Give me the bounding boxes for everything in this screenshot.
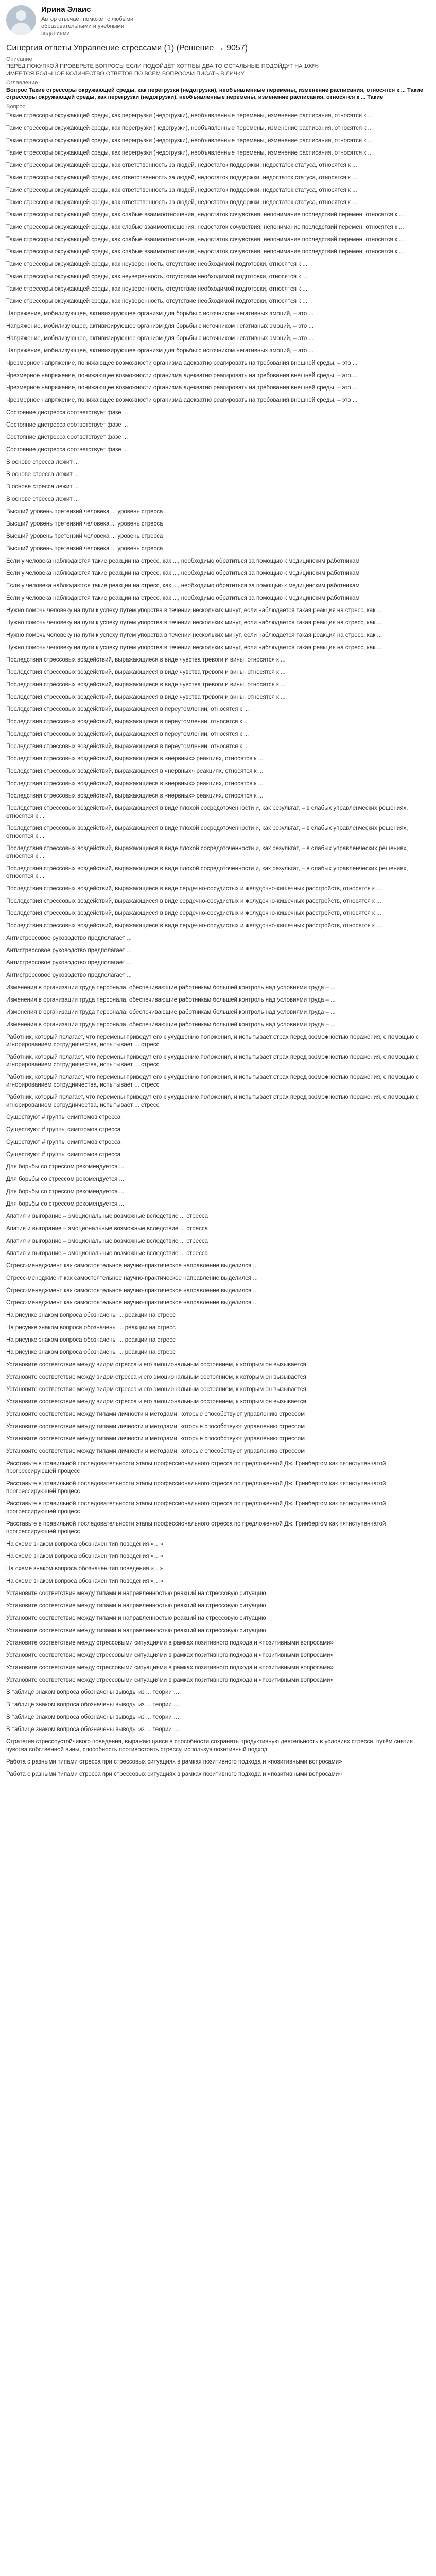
question-item: Изменения в организации труда персонала, обеспечивающие работникам большей контроль над условиями труда – ... <box>6 1022 336 1028</box>
question-item: На схеме знаком вопроса обозначен тип поведения «…» <box>6 1578 163 1584</box>
question-item: Высший уровень претензий человека ... уровень стресса <box>6 546 163 552</box>
question-item: Последствия стрессовых воздействий, выражающиеся в виде чувства тревоги и вины, относятся к ... <box>6 682 286 688</box>
question-item: На рисунке знаком вопроса обозначены ... реакции на стресс <box>6 1312 176 1318</box>
notice-line-2: ИМЕЕТСЯ БОЛЬШОЕ КОЛИЧЕСТВО ОТВЕТОВ ПО ВСЕМ ВОПРОСАМ ПИСАТЬ В ЛИЧКУ <box>6 71 245 77</box>
question-item: В основе стресса лежит ... <box>6 459 79 465</box>
author-name[interactable]: Ирина Элаис <box>41 5 91 14</box>
question-item: Установите соответствие между стрессовыми ситуациями в рамках позитивного подхода и «позитивными вопросами» <box>6 1652 334 1658</box>
question-item: Установите соответствие между стрессовыми ситуациями в рамках позитивного подхода и «позитивными вопросами» <box>6 1677 334 1683</box>
question-item: Чрезмерное напряжение, понижающее возможности организма адекватно реагировать на требования внешней среды, – это ... <box>6 397 358 403</box>
author-description: Автор отвечает поможет с любыми образовательными и учебными заданиями <box>41 16 134 37</box>
question-item: В таблице знаком вопроса обозначены выводы из ... теории … <box>6 1702 180 1708</box>
author-header <box>6 5 430 37</box>
question-item: Состояние дистресса соответствует фазе ... <box>6 410 128 416</box>
avatar[interactable] <box>6 5 36 35</box>
question-item: Существуют # группы симптомов стресса <box>6 1114 121 1121</box>
question-item: В основе стресса лежит ... <box>6 496 79 502</box>
question-item: Состояние дистресса соответствует фазе ... <box>6 422 128 428</box>
question-item: Если у человека наблюдаются такие реакции на стресс, как ..., необходимо обратиться за помощью к медицинским работникам <box>6 570 360 577</box>
question-item: Для борьбы со стрессом рекомендуется ... <box>6 1176 124 1182</box>
question-item: Расставьте в правильной последовательности этапы профессионального стресса по предложенной Дж. Гринбергом как пятиступенчатой прогрессирующей процесс <box>6 1501 386 1515</box>
question-item: Установите соответствие между типами личности и методами, которые способствуют управлению стрессом <box>6 1411 305 1417</box>
question-item: Работа с разными типами стресса при стрессовых ситуациях в рамках позитивного подхода и «позитивными вопросами» <box>6 1771 342 1777</box>
question-item: Антистрессовое руководство предполагает ... <box>6 935 132 941</box>
question-item: Последствия стрессовых воздействий, выражающиеся в «нервных» реакциях, относятся к ... <box>6 756 264 762</box>
question-item: Такие стрессоры окружающей среды, как слабые взаимоотношения, недостаток сочувствия, непонимание последствий перемен, относятся к ... <box>6 212 404 218</box>
toc-label: Оглавление <box>6 80 38 86</box>
question-item: На схеме знаком вопроса обозначен тип поведения «…» <box>6 1566 163 1572</box>
question-item: Такие стрессоры окружающей среды, как неуверенность, отсутствие необходимой подготовки, относятся к ... <box>6 261 308 267</box>
question-item: Такие стрессоры окружающей среды, как перегрузки (недогрузки), необъявленные перемены, изменение расписания, относятся к ... <box>6 125 373 131</box>
question-item: Установите соответствие между типами личности и методами, которые способствуют управлению стрессом <box>6 1423 305 1430</box>
question-item: Напряжение, мобилизующее, активизирующее организм для борьбы с источником негативных эмоций, – это ... <box>6 311 314 317</box>
question-item: Работа с разными типами стресса при стрессовых ситуациях в рамках позитивного подхода и «позитивными вопросами» <box>6 1759 342 1765</box>
question-item: Последствия стрессовых воздействий, выражающиеся в виде плохой сосредоточенности и, как результат, – в слабых управленческих решениях, относятся к ... <box>6 825 408 839</box>
question-item: Работник, который полагает, что перемены приведут его к ухудшению положения, и испытывает страх перед возможностью поражения, с помощью с игнорированием сотрудничества, испытывает ... стресс <box>6 1094 419 1108</box>
question-item: Установите соответствие между видом стресса и его эмоциональным состоянием, к которым он вызывается <box>6 1399 306 1405</box>
question-item: В таблице знаком вопроса обозначены выводы из ... теории … <box>6 1714 180 1720</box>
question-item: В таблице знаком вопроса обозначены выводы из ... теории … <box>6 1726 180 1733</box>
question-item: Нужно помочь человеку на пути к успеху путем упорства в течении нескольких минут, если наблюдается такая реакция на стресс, как ... <box>6 620 382 626</box>
question-item: Апатия и выгорание – эмоциональные возможные вследствие ... стресса <box>6 1226 208 1232</box>
question-item: Высший уровень претензий человека ... уровень стресса <box>6 521 163 527</box>
question-item: В таблице знаком вопроса обозначены выводы из ... теории … <box>6 1689 180 1696</box>
question-item: Последствия стрессовых воздействий, выражающиеся в виде сердечно-сосудистых и желудочно-кишечных расстройств, относятся к ... <box>6 910 381 917</box>
question-item: Если у человека наблюдаются такие реакции на стресс, как ..., необходимо обратиться за помощью к медицинским работникам <box>6 583 360 589</box>
question-item: Последствия стрессовых воздействий, выражающиеся в виде чувства тревоги и вины, относятся к ... <box>6 694 286 700</box>
question-item: Последствия стрессовых воздействий, выражающиеся в переутомлении, относятся к ... <box>6 706 249 713</box>
question-item: Расставьте в правильной последовательности этапы профессионального стресса по предложенной Дж. Гринбергом как пятиступенчатой прогрессирующей процесс <box>6 1481 386 1495</box>
question-item: Установите соответствие между видом стресса и его эмоциональным состоянием, к которым он вызывается <box>6 1386 306 1393</box>
question-item: Апатия и выгорание – эмоциональные возможные вследствие ... стресса <box>6 1250 208 1257</box>
question-item: Последствия стрессовых воздействий, выражающиеся в переутомлении, относятся к ... <box>6 731 249 737</box>
question-item: Высший уровень претензий человека ... уровень стресса <box>6 533 163 539</box>
question-item: Такие стрессоры окружающей среды, как ответственность за людей, недостаток поддержки, недостаток статуса, относятся к ... <box>6 162 357 168</box>
question-item: Последствия стрессовых воздействий, выражающиеся в виде плохой сосредоточенности и, как результат, – в слабых управленческих решениях, относятся к ... <box>6 805 408 819</box>
question-item: В основе стресса лежит ... <box>6 471 79 478</box>
question-item: Расставьте в правильной последовательности этапы профессионального стресса по предложенной Дж. Гринбергом как пятиступенчатой прогрессирующей процесс <box>6 1461 386 1475</box>
question-item: Такие стрессоры окружающей среды, как неуверенность, отсутствие необходимой подготовки, относятся к ... <box>6 298 308 304</box>
question-item: Последствия стрессовых воздействий, выражающиеся в «нервных» реакциях, относятся к ... <box>6 768 264 774</box>
question-item: Нужно помочь человеку на пути к успеху путем упорства в течении нескольких минут, если наблюдается такая реакция на стресс, как ... <box>6 632 382 638</box>
question-item: Антистрессовое руководство предполагает ... <box>6 960 132 966</box>
question-item: Чрезмерное напряжение, понижающее возможности организма адекватно реагировать на требования внешней среды, – это ... <box>6 372 358 379</box>
question-item: Установите соответствие между типами и направленностью реакций на стрессовую ситуацию <box>6 1603 266 1609</box>
question-item: Стресс-менеджмент как самостоятельное научно-практическое направление выделился ... <box>6 1287 258 1294</box>
question-item: Такие стрессоры окружающей среды, как ответственность за людей, недостаток поддержки, недостаток статуса, относятся к ... <box>6 187 357 193</box>
question-item: Установите соответствие между типами и направленностью реакций на стрессовую ситуацию <box>6 1590 266 1597</box>
question-item: Апатия и выгорание – эмоциональные возможные вследствие ... стресса <box>6 1213 208 1219</box>
question-item: Установите соответствие между типами и направленностью реакций на стрессовую ситуацию <box>6 1628 266 1634</box>
question-item: Если у человека наблюдаются такие реакции на стресс, как ..., необходимо обратиться за помощью к медицинским работникам <box>6 595 360 601</box>
question-item: Существуют # группы симптомов стресса <box>6 1139 121 1145</box>
question-item: Стресс-менеджмент как самостоятельное научно-практическое направление выделился ... <box>6 1300 258 1306</box>
description-label: Описание <box>6 56 32 62</box>
question-item: Напряжение, мобилизующее, активизирующее организм для борьбы с источником негативных эмоций, – это ... <box>6 348 314 354</box>
question-item: Состояние дистресса соответствует фазе ... <box>6 434 128 440</box>
question-item: Последствия стрессовых воздействий, выражающиеся в виде плохой сосредоточенности и, как результат, – в слабых управленческих решениях, относятся к ... <box>6 845 408 859</box>
question-item: Антистрессовое руководство предполагает ... <box>6 947 132 954</box>
question-item: Последствия стрессовых воздействий, выражающиеся в виде плохой сосредоточенности и, как результат, – в слабых управленческих решениях, относятся к ... <box>6 866 408 879</box>
question-item: Работник, который полагает, что перемены приведут его к ухудшению положения, и испытывает страх перед возможностью поражения, с помощью с игнорированием сотрудничества, испытывает ... стресс <box>6 1034 419 1048</box>
question-item: Состояние дистресса соответствует фазе ... <box>6 447 128 453</box>
toc-question: Вопрос Такие стрессоры окружающей среды, как перегрузки (недогрузки), необъявленные перемены, изменение расписания, относятся к ... Такие стрессоры окружающей среды, как перегрузки (недогрузки), необъявленные перемены, изменение расписания, относятся к ... Такие <box>6 87 423 100</box>
question-item: Установите соответствие между типами личности и методами, которые способствуют управлению стрессом <box>6 1436 305 1442</box>
question-item: Такие стрессоры окружающей среды, как ответственность за людей, недостаток поддержки, недостаток статуса, относятся к ... <box>6 199 357 206</box>
question-item: Последствия стрессовых воздействий, выражающиеся в «нервных» реакциях, относятся к ... <box>6 781 264 787</box>
question-item: Антистрессовое руководство предполагает ... <box>6 972 132 978</box>
question-item: Изменения в организации труда персонала, обеспечивающие работникам большей контроль над условиями труда – ... <box>6 1009 336 1015</box>
question-item: Такие стрессоры окружающей среды, как слабые взаимоотношения, недостаток сочувствия, непонимание последствий перемен, относятся к ... <box>6 224 404 230</box>
question-item: Изменения в организации труда персонала, обеспечивающие работникам большей контроль над условиями труда – ... <box>6 985 336 991</box>
question-item: Установите соответствие между типами личности и методами, которые способствуют управлению стрессом <box>6 1448 305 1454</box>
question-item: Напряжение, мобилизующее, активизирующее организм для борьбы с источником негативных эмоций, – это ... <box>6 335 314 342</box>
question-item: Последствия стрессовых воздействий, выражающиеся в переутомлении, относятся к ... <box>6 719 249 725</box>
question-item: Последствия стрессовых воздействий, выражающиеся в виде сердечно-сосудистых и желудочно-кишечных расстройств, относятся к ... <box>6 898 381 904</box>
question-item: Для борьбы со стрессом рекомендуется ... <box>6 1189 124 1195</box>
question-item: Работник, который полагает, что перемены приведут его к ухудшению положения, и испытывает страх перед возможностью поражения, с помощью с игнорированием сотрудничества, испытывает ... стресс <box>6 1054 419 1068</box>
question-item: Для борьбы со стрессом рекомендуется ... <box>6 1201 124 1207</box>
question-item: Чрезмерное напряжение, понижающее возможности организма адекватно реагировать на требования внешней среды, – это ... <box>6 385 358 391</box>
question-item: Такие стрессоры окружающей среды, как слабые взаимоотношения, недостаток сочувствия, непонимание последствий перемен, относятся к ... <box>6 236 404 243</box>
question-item: Установите соответствие между типами и направленностью реакций на стрессовую ситуацию <box>6 1615 266 1621</box>
question-item: Последствия стрессовых воздействий, выражающиеся в виде чувства тревоги и вины, относятся к ... <box>6 669 286 675</box>
question-item: На рисунке знаком вопроса обозначены ... реакции на стресс <box>6 1325 176 1331</box>
notice-line-1: ПЕРЕД ПОКУПКОЙ ПРОВЕРЬТЕ ВОПРОСЫ ЕСЛИ ПОДОЙДЁТ ХОТЯБЫ ДВА ТО ОСТАЛЬНЫЕ ПОДОЙДУТ НА 100% <box>6 63 319 70</box>
question-item: Стресс-менеджмент как самостоятельное научно-практическое направление выделился ... <box>6 1275 258 1281</box>
question-item: Установите соответствие между стрессовыми ситуациями в рамках позитивного подхода и «позитивными вопросами» <box>6 1640 334 1646</box>
question-item: Последствия стрессовых воздействий, выражающиеся в виде сердечно-сосудистых и желудочно-кишечных расстройств, относятся к ... <box>6 923 381 929</box>
question-item: На схеме знаком вопроса обозначен тип поведения «…» <box>6 1553 163 1560</box>
question-item: Расставьте в правильной последовательности этапы профессионального стресса по предложенной Дж. Гринбергом как пятиступенчатой прогрессирующей процесс <box>6 1521 386 1535</box>
question-item: Такие стрессоры окружающей среды, как перегрузки (недогрузки), необъявленные перемены, изменение расписания, относятся к ... <box>6 150 373 156</box>
question-item: Установите соответствие между видом стресса и его эмоциональным состоянием, к которым он вызывается <box>6 1362 306 1368</box>
question-item: Чрезмерное напряжение, понижающее возможности организма адекватно реагировать на требования внешней среды, – это ... <box>6 360 358 366</box>
question-list <box>6 112 430 1778</box>
question-label: Вопрос <box>6 104 26 110</box>
question-item: Последствия стрессовых воздействий, выражающиеся в виде чувства тревоги и вины, относятся к ... <box>6 657 286 663</box>
question-item: Для борьбы со стрессом рекомендуется ... <box>6 1164 124 1170</box>
question-item: На схеме знаком вопроса обозначен тип поведения «…» <box>6 1541 163 1547</box>
question-item: Такие стрессоры окружающей среды, как перегрузки (недогрузки), необъявленные перемены, изменение расписания, относятся к ... <box>6 113 373 119</box>
question-item: Высший уровень претензий человека ... уровень стресса <box>6 509 163 515</box>
question-item: Напряжение, мобилизующее, активизирующее организм для борьбы с источником негативных эмоций, – это ... <box>6 323 314 329</box>
question-item: На рисунке знаком вопроса обозначены ... реакции на стресс <box>6 1337 176 1343</box>
question-item: Если у человека наблюдаются такие реакции на стресс, как ..., необходимо обратиться за помощью к медицинским работникам <box>6 558 360 564</box>
question-item: Работник, который полагает, что перемены приведут его к ухудшению положения, и испытывает страх перед возможностью поражения, с помощью с игнорированием сотрудничества, испытывает ... стресс <box>6 1074 419 1088</box>
question-item: Такие стрессоры окружающей среды, как неуверенность, отсутствие необходимой подготовки, относятся к ... <box>6 286 308 292</box>
question-item: Такие стрессоры окружающей среды, как ответственность за людей, недостаток поддержки, недостаток статуса, относятся к ... <box>6 175 357 181</box>
author-info <box>41 5 149 37</box>
question-item: Изменения в организации труда персонала, обеспечивающие работникам большей контроль над условиями труда – ... <box>6 997 336 1003</box>
question-item: Последствия стрессовых воздействий, выражающиеся в переутомлении, относятся к ... <box>6 743 249 750</box>
question-item: Существуют # группы симптомов стресса <box>6 1151 121 1158</box>
question-item: Стресс-менеджмент как самостоятельное научно-практическое направление выделился ... <box>6 1263 258 1269</box>
question-item: Установите соответствие между стрессовыми ситуациями в рамках позитивного подхода и «позитивными вопросами» <box>6 1665 334 1671</box>
question-item: Последствия стрессовых воздействий, выражающиеся в виде сердечно-сосудистых и желудочно-кишечных расстройств, относятся к ... <box>6 886 381 892</box>
question-item: Последствия стрессовых воздействий, выражающиеся в «нервных» реакциях, относятся к ... <box>6 793 264 799</box>
page-title: Синергия ответы Управление стрессами (1) (Решение → 9057) <box>6 44 248 53</box>
question-item: Апатия и выгорание – эмоциональные возможные вследствие ... стресса <box>6 1238 208 1244</box>
question-item: Нужно помочь человеку на пути к успеху путем упорства в течении нескольких минут, если наблюдается такая реакция на стресс, как ... <box>6 645 382 651</box>
question-item: На рисунке знаком вопроса обозначены ... реакции на стресс <box>6 1349 176 1355</box>
question-item: Нужно помочь человеку на пути к успеху путем упорства в течении нескольких минут, если наблюдается такая реакция на стресс, как ... <box>6 607 382 614</box>
question-item: Стратегия стрессоустойчивого поведения, выражающаяся в способности сохранять продуктивную деятельность в условиях стресса, путём снятия чувства собственной вины, способность противостоять стрессу, используя позитивный подход <box>6 1739 413 1753</box>
question-item: Существуют # группы симптомов стресса <box>6 1127 121 1133</box>
question-item: Установите соответствие между видом стресса и его эмоциональным состоянием, к которым он вызывается <box>6 1374 306 1380</box>
question-item: В основе стресса лежит ... <box>6 484 79 490</box>
question-item: Такие стрессоры окружающей среды, как слабые взаимоотношения, недостаток сочувствия, непонимание последствий перемен, относятся к ... <box>6 249 404 255</box>
question-item: Такие стрессоры окружающей среды, как неуверенность, отсутствие необходимой подготовки, относятся к ... <box>6 274 308 280</box>
question-item: Такие стрессоры окружающей среды, как перегрузки (недогрузки), необъявленные перемены, изменение расписания, относятся к ... <box>6 138 373 144</box>
